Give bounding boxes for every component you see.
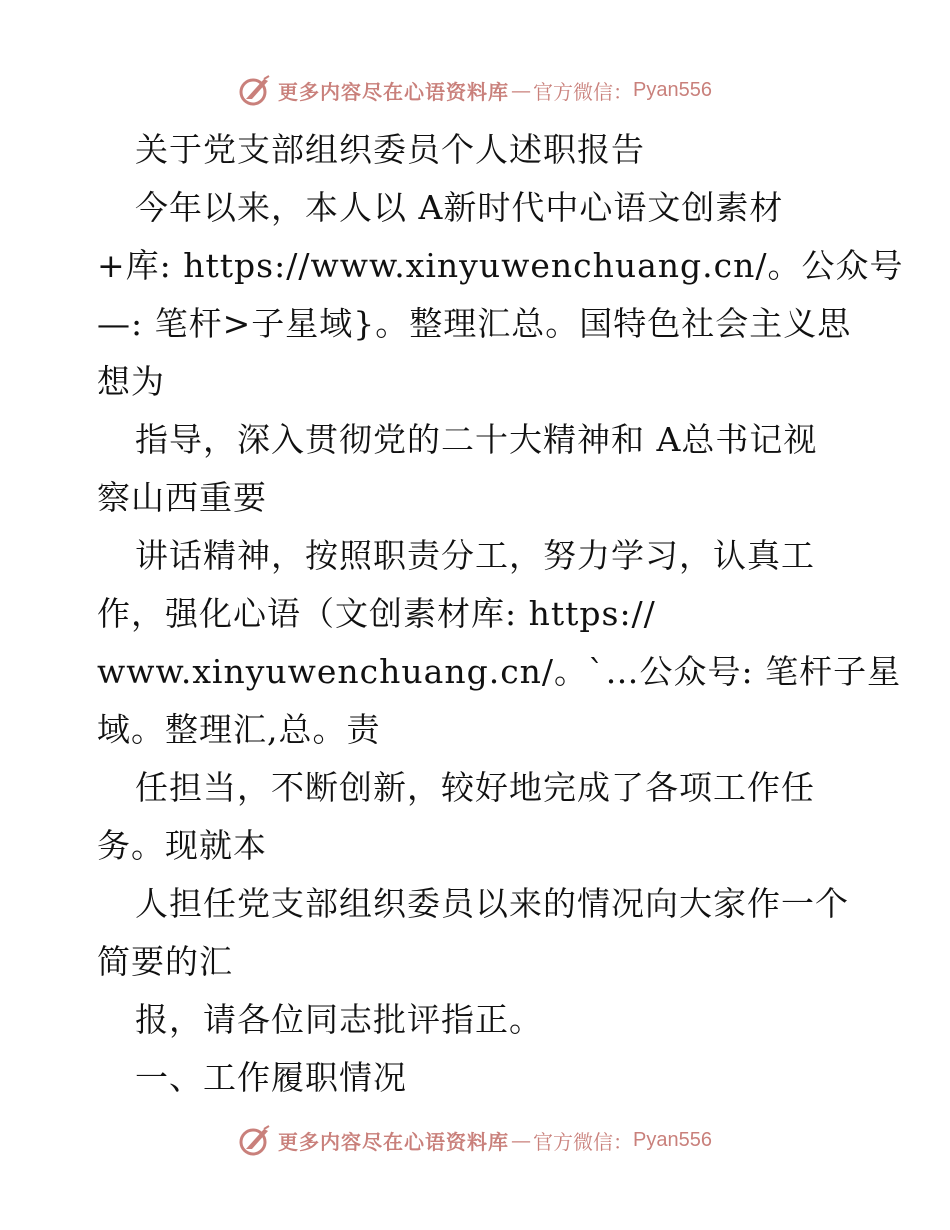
document-title: 关于党支部组织委员个人述职报告 bbox=[135, 130, 645, 169]
watermark-sub-text: 官方微信： bbox=[533, 1129, 634, 1154]
watermark-dash: — bbox=[511, 1128, 532, 1152]
paragraph-line: +库: https://www.xinyuwenchuang.cn/。公众号 bbox=[97, 246, 904, 285]
footer-watermark bbox=[0, 1120, 950, 1160]
paragraph-line: 讲话精神，按照职责分工，努力学习，认真工 bbox=[135, 536, 815, 575]
quill-pen-circle-icon bbox=[238, 73, 272, 107]
paragraph-line: 任担当，不断创新，较好地完成了各项工作任 bbox=[135, 768, 815, 807]
paragraph-line: 简要的汇 bbox=[97, 942, 233, 981]
paragraph-line: 域。整理汇,总。责 bbox=[97, 710, 381, 749]
paragraph-line: 报，请各位同志批评指正。 bbox=[135, 1000, 543, 1039]
watermark-main-text: 更多内容尽在心语资料库 bbox=[278, 79, 510, 104]
watermark-account: Pyan556 bbox=[633, 78, 712, 101]
watermark-main-text: 更多内容尽在心语资料库 bbox=[278, 1129, 510, 1154]
watermark-dash: — bbox=[511, 78, 532, 102]
quill-pen-circle-icon bbox=[238, 1123, 272, 1157]
paragraph-line: 今年以来，本人以 A新时代中心语文创素材 bbox=[135, 188, 784, 227]
paragraph-line: 作，强化心语（文创素材库: https:// bbox=[97, 594, 656, 633]
watermark-account: Pyan556 bbox=[633, 1128, 712, 1151]
paragraph-line: 人担任党支部组织委员以来的情况向大家作一个 bbox=[135, 884, 849, 923]
paragraph-line: —: 笔杆>子星域}。整理汇总。国特色社会主义思 bbox=[97, 304, 852, 343]
watermark-sub-text: 官方微信： bbox=[533, 79, 634, 104]
paragraph-line: 务。现就本 bbox=[97, 826, 267, 865]
section-heading: 一、工作履职情况 bbox=[135, 1058, 407, 1097]
paragraph-line: www.xinyuwenchuang.cn/。`…公众号: 笔杆子星 bbox=[97, 652, 902, 691]
paragraph-line: 指导，深入贯彻党的二十大精神和 A总书记视 bbox=[135, 420, 818, 459]
document-body bbox=[97, 121, 904, 1107]
paragraph-line: 想为 bbox=[97, 362, 165, 401]
paragraph-line: 察山西重要 bbox=[97, 478, 267, 517]
header-watermark bbox=[0, 70, 950, 110]
